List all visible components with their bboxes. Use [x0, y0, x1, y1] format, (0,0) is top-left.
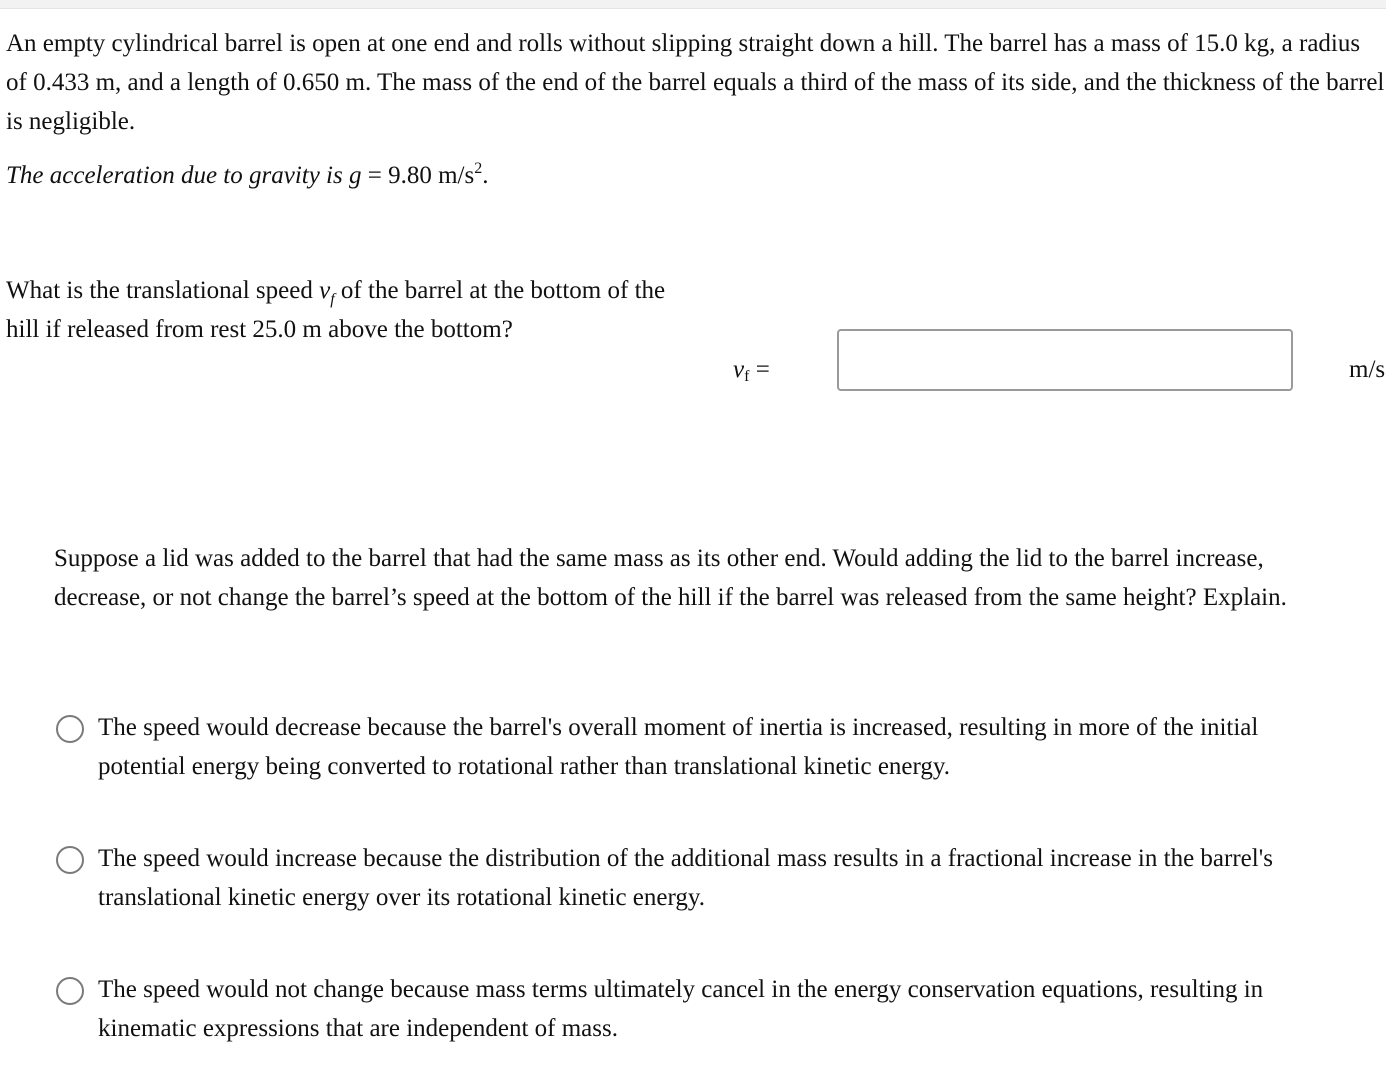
- answer-label-variable: v: [733, 356, 745, 383]
- gravity-period: .: [482, 162, 489, 189]
- answer-label-equals: =: [749, 356, 770, 383]
- gravity-exponent: 2: [474, 160, 483, 177]
- answer-label: [733, 350, 770, 389]
- radio-button[interactable]: [56, 977, 84, 1005]
- top-divider: [0, 0, 1386, 9]
- question-speed-end: of the barrel at the bottom of the hill if released from rest 25.0 m above the bottom?: [6, 277, 666, 343]
- answer-unit: m/s: [1349, 356, 1386, 383]
- option-label: The speed would increase because the distribution of the additional mass results in a fractional increase in the barrel's translational kinetic energy over its rotational kinetic energy.: [98, 845, 1273, 911]
- radio-button[interactable]: [56, 846, 84, 874]
- answer-label-sub: f: [744, 368, 750, 385]
- option-label: The speed would decrease because the barrel's overall moment of inertia is increased, resulting in more of the initial potential energy being converted to rotational rather than translational kinetic energy.: [98, 714, 1259, 780]
- problem-statement: An empty cylindrical barrel is open at one end and rolls without slipping straight down a hill. The barrel has a mass of 15.0 kg, a radius of 0.433 m, and a length of 0.650 m. The mass of the end of the barrel equals a third of the mass of its side, and the thickness of the barrel is negligible.: [6, 30, 1385, 135]
- question-speed-variable-sub: f: [330, 291, 335, 308]
- radio-button[interactable]: [56, 715, 84, 743]
- question-lid: Suppose a lid was added to the barrel that had the same mass as its other end. Would adding the lid to the barrel increase, decrease, or not change the barrel’s speed at the bottom of the hill if the barrel was released from the same height? Explain.: [54, 545, 1287, 611]
- question-speed-start: What is the translational speed: [6, 277, 320, 304]
- question-speed-variable: v: [319, 277, 331, 304]
- question-speed: [6, 271, 666, 349]
- gravity-variable: g: [348, 162, 362, 189]
- speed-answer-input[interactable]: [837, 329, 1293, 391]
- gravity-statement: [6, 156, 1006, 195]
- gravity-prefix: The acceleration due to gravity is: [6, 162, 343, 189]
- gravity-value: = 9.80 m/s: [361, 162, 475, 189]
- option-label: The speed would not change because mass terms ultimately cancel in the energy conservation equations, resulting in kinematic expressions that are independent of mass.: [98, 976, 1264, 1042]
